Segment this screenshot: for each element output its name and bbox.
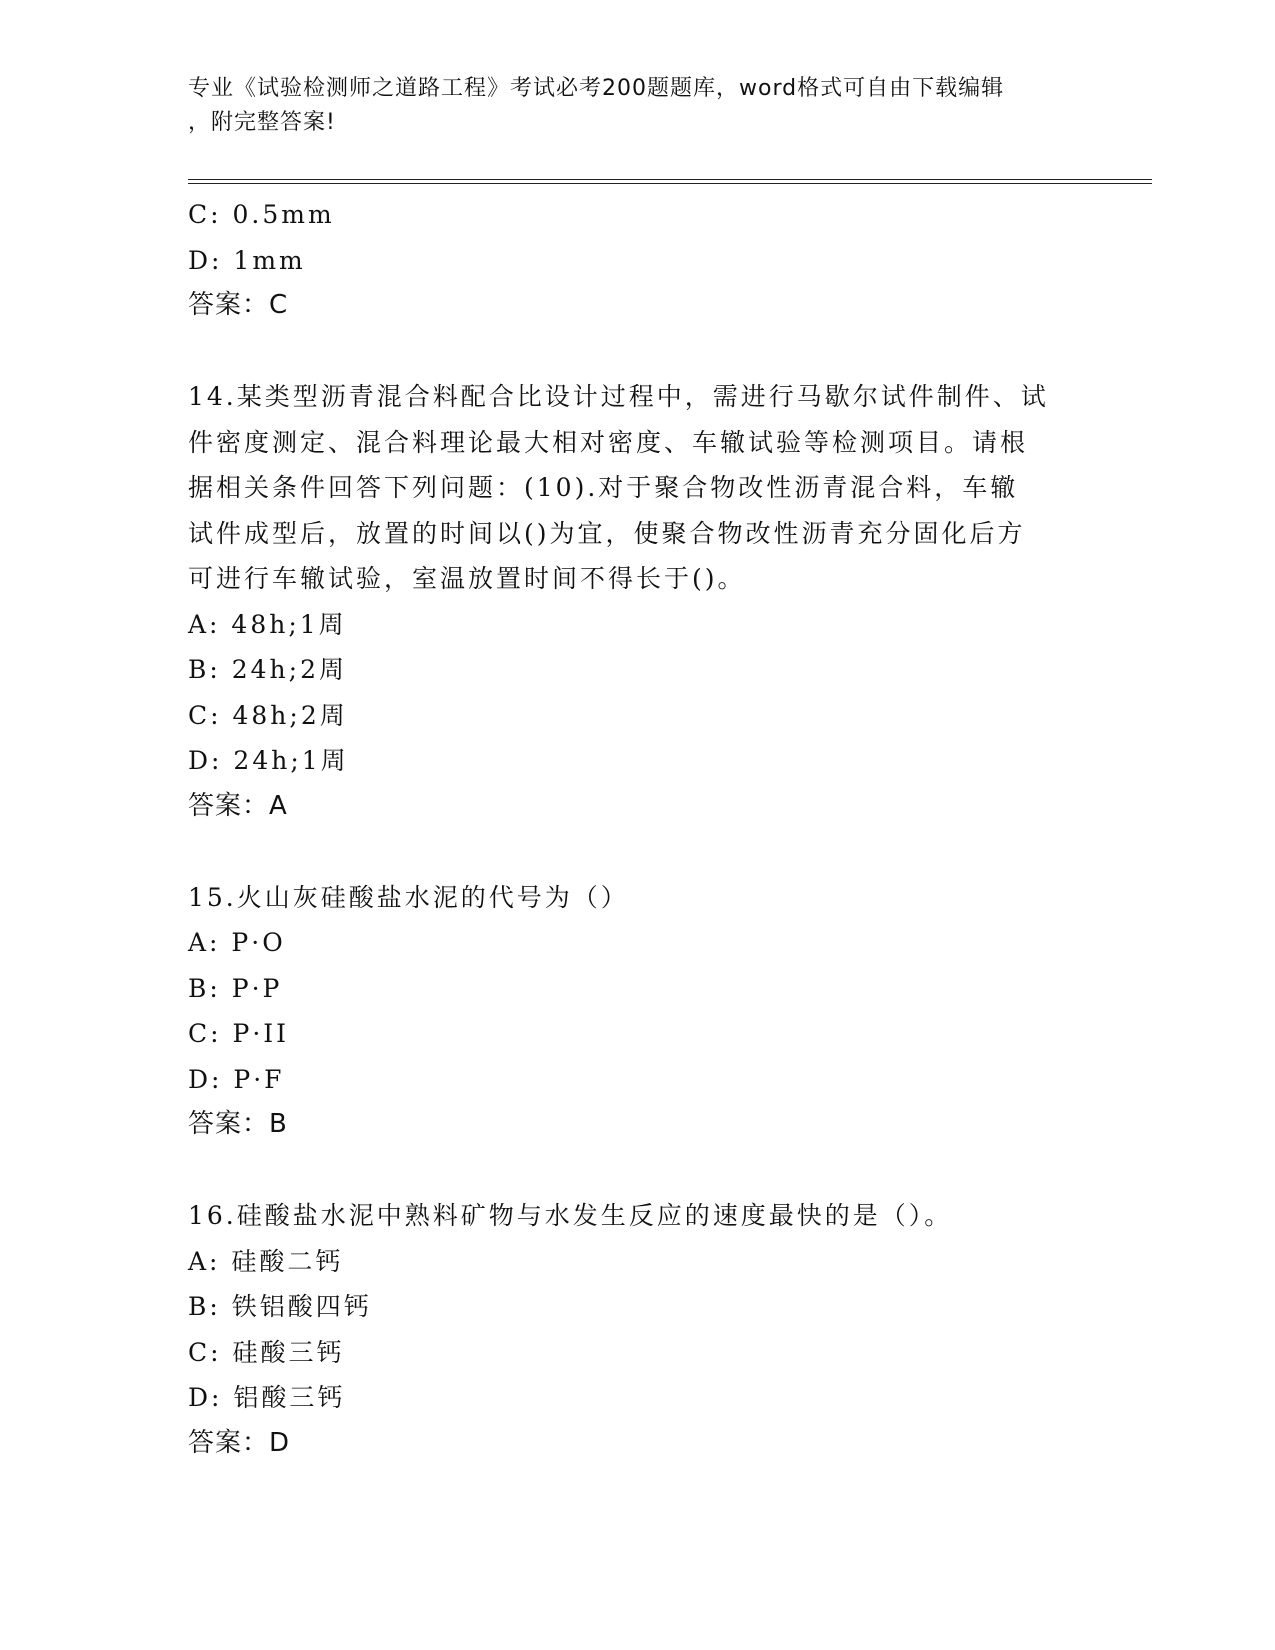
option-a: A: 48h;1周 [188, 609, 347, 639]
spacer [188, 329, 1088, 375]
option-c: C: 48h;2周 [188, 700, 348, 730]
header-line-1: 专业《试验检测师之道路工程》考试必考200题题库，word格式可自由下载编辑 [188, 76, 1005, 101]
question-text-line: 据相关条件回答下列问题：(10).对于聚合物改性沥青混合料，车辙 [188, 473, 1019, 502]
spacer [188, 1148, 1088, 1194]
question-text-line: 14.某类型沥青混合料配合比设计过程中，需进行马歇尔试件制件、试 [188, 382, 1049, 411]
option-b: B: 24h;2周 [188, 655, 347, 684]
question-text-line: 件密度测定、混合料理论最大相对密度、车辙试验等检测项目。请根 [188, 427, 1029, 457]
option-d: D: 1mm [188, 245, 306, 275]
option-d: D: P·F [188, 1064, 285, 1094]
question-text-line: 15.火山灰硅酸盐水泥的代号为（） [188, 882, 629, 912]
option-c: C: 硅酸三钙 [188, 1337, 345, 1367]
option-c: C: 0.5mm [188, 200, 335, 229]
header-divider-bottom [188, 183, 1152, 184]
header-line-2: ，附完整答案! [188, 110, 336, 135]
document-header [188, 72, 1068, 140]
question-text-line: 试件成型后，放置的时间以()为宜，使聚合物改性沥青充分固化后方 [188, 518, 1026, 548]
question-text-line: 16.硅酸盐水泥中熟料矿物与水发生反应的速度最快的是（）。 [188, 1201, 953, 1230]
option-b: B: 铁铝酸四钙 [188, 1292, 372, 1321]
answer: 答案：A [188, 790, 288, 821]
option-a: A: 硅酸二钙 [188, 1246, 344, 1276]
document-body [188, 192, 1088, 1466]
option-a: A: P·O [188, 928, 286, 957]
spacer [188, 829, 1088, 875]
question-16 [188, 1193, 1088, 1466]
answer: 答案：B [188, 1109, 288, 1139]
option-c: C: P·II [188, 1019, 290, 1048]
question-13-tail [188, 192, 1088, 329]
header-divider-top [188, 179, 1152, 180]
option-d: D: 24h;1周 [188, 746, 349, 775]
answer: 答案：C [188, 290, 289, 320]
answer: 答案：D [188, 1427, 291, 1458]
question-14 [188, 374, 1088, 829]
question-text-line: 可进行车辙试验，室温放置时间不得长于()。 [188, 564, 746, 593]
option-b: B: P·P [188, 973, 283, 1003]
question-15 [188, 875, 1088, 1148]
option-d: D: 铝酸三钙 [188, 1383, 346, 1412]
